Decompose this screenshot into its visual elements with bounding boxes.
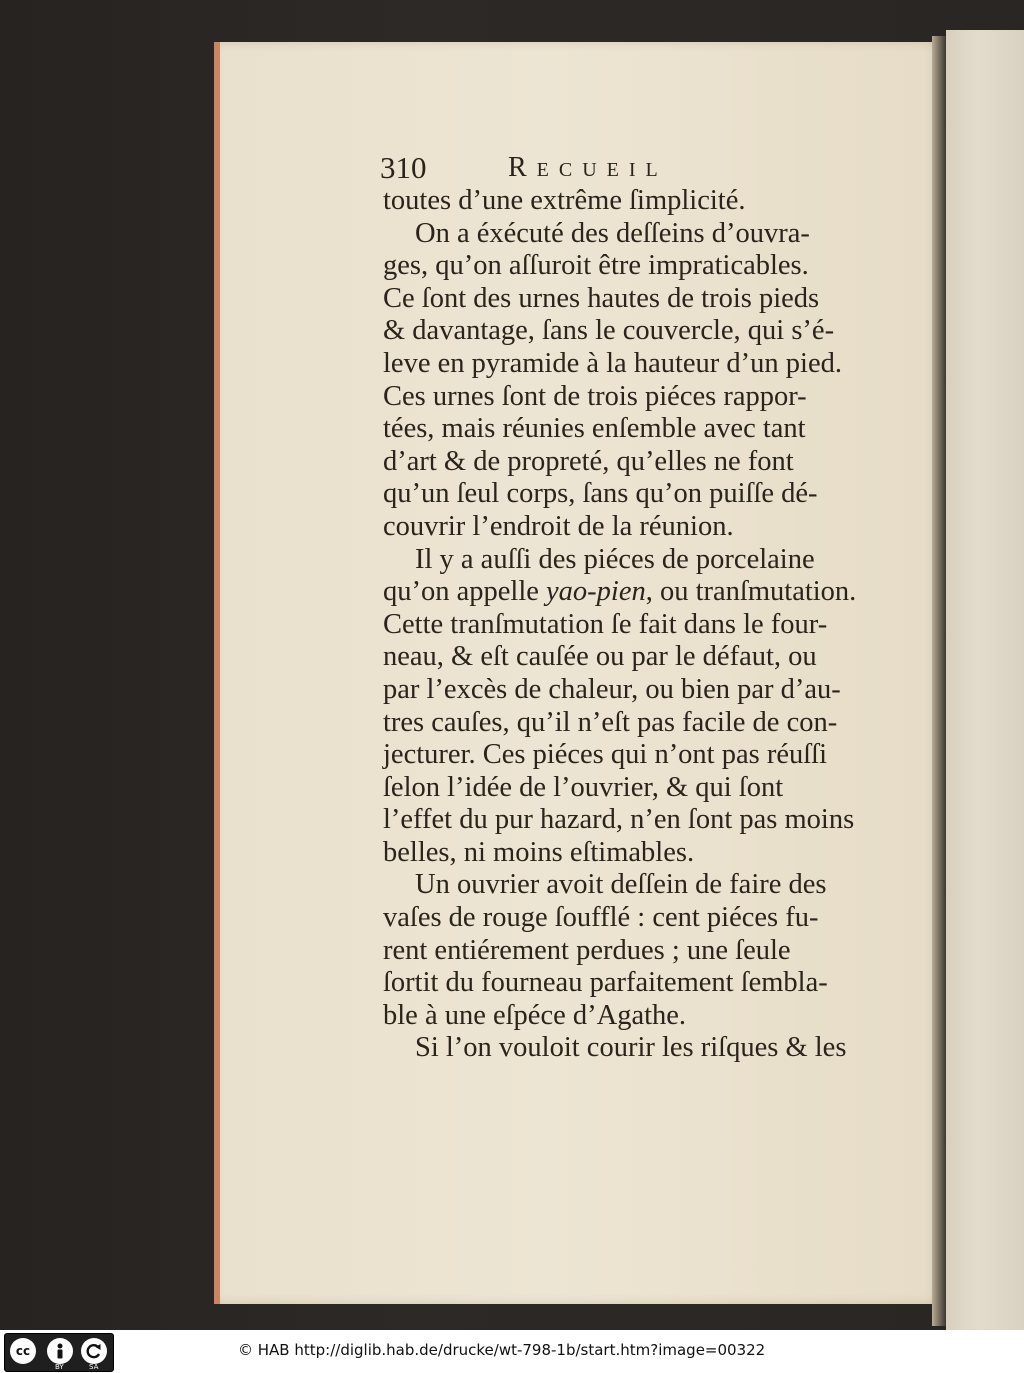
text-line: d’art & de propreté, qu’elles ne font xyxy=(383,445,794,477)
footer-bar xyxy=(0,1330,1024,1373)
body-text xyxy=(383,185,873,1065)
by-icon xyxy=(47,1338,73,1364)
by-label: BY xyxy=(55,1363,64,1371)
text-line: rent entiérement perdues ; une ſeule xyxy=(383,934,791,966)
text-line: Ce ſont des urnes hautes de trois pieds xyxy=(383,282,820,314)
text-line: tées, mais réunies enſemble avec tant xyxy=(383,413,806,445)
text-line: Un ouvrier avoit deſſein de faire des xyxy=(415,869,827,901)
page-header xyxy=(380,150,780,190)
text-line: ges, qu’on aſſuroit être impraticables. xyxy=(383,250,809,282)
text-line: belles, ni moins eſtimables. xyxy=(383,836,695,868)
text-line: Ces urnes ſont de trois piéces rappor- xyxy=(383,380,807,412)
text-line: vaſes de rouge ſoufflé : cent piéces fu- xyxy=(383,902,819,934)
text-line: qu’un ſeul corps, ſans qu’on puiſſe dé- xyxy=(383,478,818,510)
text-line: ble à une eſpéce d’Agathe. xyxy=(383,999,687,1031)
text-line: & davantage, ſans le couvercle, qui s’é- xyxy=(383,315,835,347)
sa-icon xyxy=(81,1338,107,1364)
text-line: Il y a auſſi des piéces de porcelaine xyxy=(415,543,815,575)
text-line: ſelon l’idée de l’ouvrier, & qui ſont xyxy=(383,771,784,803)
running-head: Recueil xyxy=(508,152,668,183)
text-line xyxy=(383,576,873,609)
cc-license-badge[interactable] xyxy=(4,1333,114,1372)
text-line: jecturer. Ces piéces qui n’ont pas réuſſi xyxy=(383,739,827,771)
text-line-end: , ou tranſmutation. xyxy=(645,576,857,608)
text-line: tres cauſes, qu’il n’eſt pas facile de con- xyxy=(383,706,838,738)
text-line: Cette tranſmutation ſe fait dans le four- xyxy=(383,608,828,640)
text-line-start: qu’on appelle xyxy=(383,576,547,608)
text-line: On a éxécuté des deſſeins d’ouvra- xyxy=(415,217,810,249)
sa-label: SA xyxy=(89,1363,99,1371)
text-line: neau, & eſt cauſée ou par le défaut, ou xyxy=(383,641,817,673)
cc-icon: cc xyxy=(10,1338,36,1364)
text-line: par l’excès de chaleur, ou bien par d’au- xyxy=(383,673,841,705)
text-line: ſortit du fourneau parfaitement ſembla- xyxy=(383,967,828,999)
credit-link[interactable]: © HAB http://diglib.hab.de/drucke/wt-798-1b/start.htm?image=00322 xyxy=(238,1341,766,1359)
text-line: Si l’on vouloit courir les riſques & les xyxy=(415,1032,847,1064)
facing-page-edge xyxy=(946,30,1024,1330)
text-line: toutes d’une extrême ſimplicité. xyxy=(383,185,746,216)
text-line: couvrir l’endroit de la réunion. xyxy=(383,510,734,542)
text-line: l’effet du pur hazard, n’en ſont pas moins xyxy=(383,804,855,836)
italic-term: yao-pien xyxy=(546,576,646,608)
book-gutter xyxy=(932,36,946,1326)
text-line: leve en pyramide à la hauteur d’un pied. xyxy=(383,347,842,379)
page-number: 310 xyxy=(380,150,427,185)
